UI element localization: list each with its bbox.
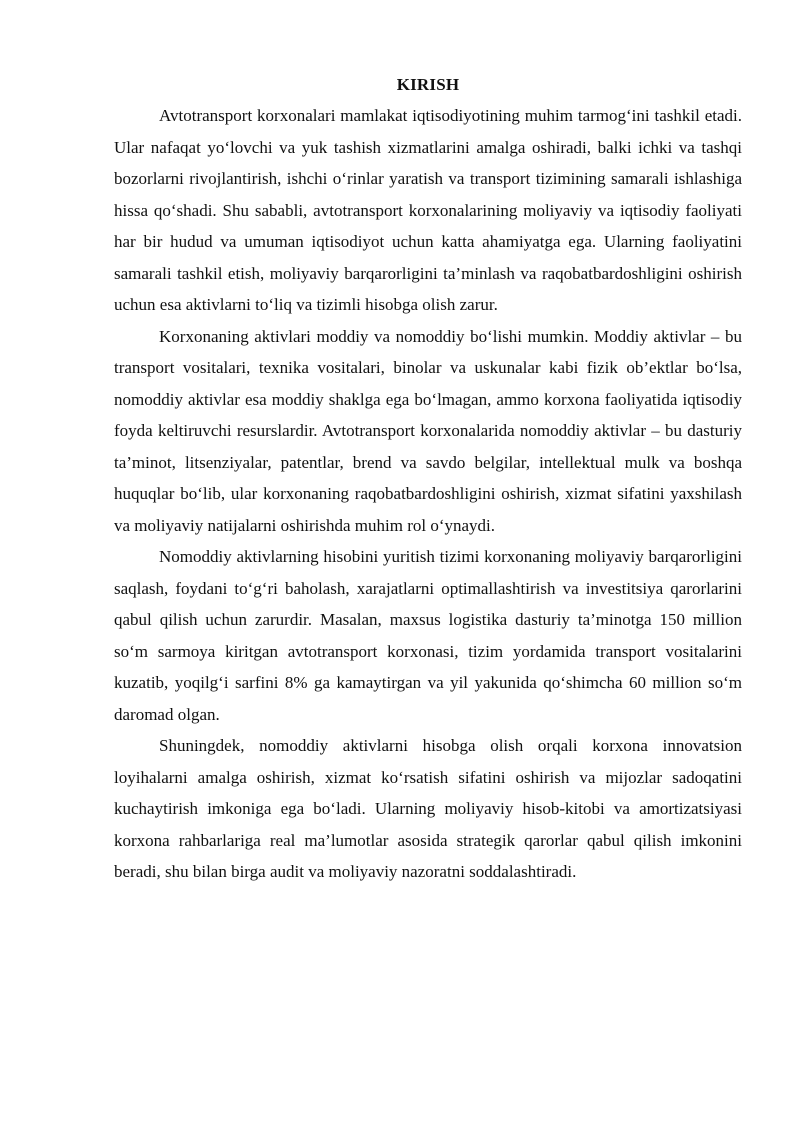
page-title: KIRISH xyxy=(396,75,460,94)
paragraph-intro: Avtotransport korxonalari mamlakat iqtisodiyotining muhim tarmog‘ini tashkil etadi. Ular nafaqat yo‘lovchi va yuk tashish xizmatlarini amalga oshiradi, balki ichki va tashqi bozorlarni rivojlantirish, ishchi o‘rinlar yaratish va transport tizimining samarali ishlashiga hissa qo‘shadi. Shu sababli, avtotransport korxonalarining moliyaviy va iqtisodiy faoliyati har bir hudud va umuman iqtisodiyot uchun katta ahamiyatga ega. Ularning faoliyatini samarali tashkil etish, moliyaviy barqarorligini ta’minlash va raqobatbardoshligini oshirish uchun esa aktivlarni to‘liq va tizimli hisobga olish zarur. xyxy=(114,106,742,314)
paragraph-conclusion: Shuningdek, nomoddiy aktivlarni hisobga olish orqali korxona innovatsion loyihalarni amalga oshirish, xizmat ko‘rsatish sifatini oshirish va mijozlar sadoqatini kuchaytirish imkoniga ega bo‘ladi. Ularning moliyaviy hisob-kitobi va amortizatsiyasi korxona rahbarlariga real ma’lumotlar asosida strategik qarorlar qabul qilish imkonini beradi, shu bilan birga audit va moliyaviy nazoratni soddalashtiradi. xyxy=(114,736,742,881)
paragraph-assets: Korxonaning aktivlari moddiy va nomoddiy bo‘lishi mumkin. Moddiy aktivlar – bu transport vositalari, texnika vositalari, binolar va uskunalar kabi fizik ob’ektlar bo‘lsa, nomoddiy aktivlar esa moddiy shaklga ega bo‘lmagan, ammo korxona faoliyatida iqtisodiy foyda keltiruvchi resurslardir. Avtotransport korxonalarida nomoddiy aktivlar – bu dasturiy ta’minot, litsenziyalar, patentlar, brend va savdo belgilar, intellektual mulk va boshqa huquqlar bo‘lib, ular korxonaning raqobatbardoshligini oshirish, xizmat sifatini yaxshilash va moliyaviy natijalarni oshirishda muhim rol o‘ynaydi. xyxy=(114,326,742,535)
paragraph-accounting-system: Nomoddiy aktivlarning hisobini yuritish tizimi korxonaning moliyaviy barqarorligini saqlash, foydani to‘g‘ri baholash, xarajatlarni optimallashtirish va investitsiya qarorlarini qabul qilish uchun zarurdir. Masalan, maxsus logistika dasturiy ta’minotga 150 million so‘m sarmoya kiritgan avtotransport korxonasi, tizim yordamida transport vositalarini kuzatib, yoqilg‘i sarfini 8% ga kamaytirgan va yil yakunida qo‘shimcha 60 million so‘m daromad olgan. xyxy=(114,547,742,724)
document-page xyxy=(114,72,742,888)
